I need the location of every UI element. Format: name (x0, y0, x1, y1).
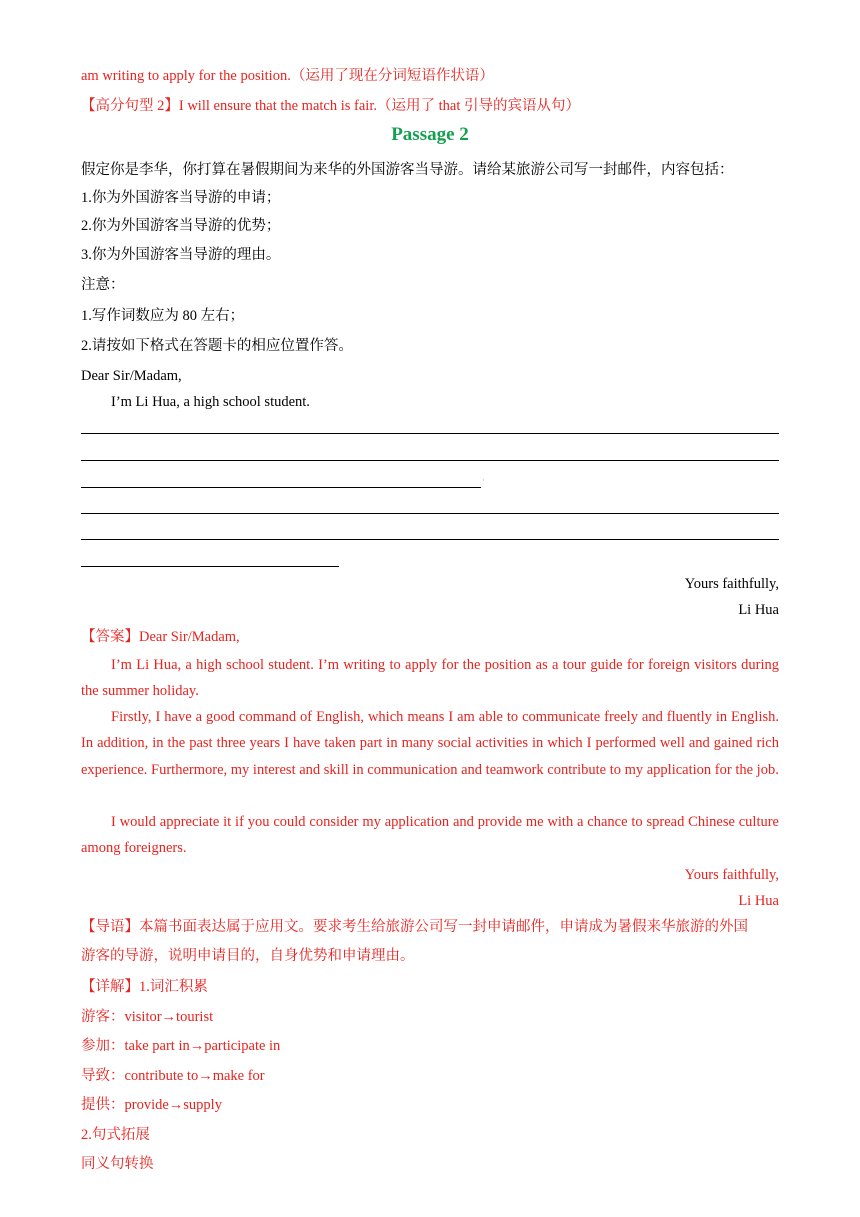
prompt-closing: Yours faithfully, (684, 576, 779, 592)
note-label: 注意： (81, 277, 125, 293)
answer-blank-line (81, 433, 779, 434)
answer-closing: Yours faithfully, (684, 867, 779, 883)
prompt-item: 3.你为外国游客当导游的理由。 (81, 247, 281, 263)
answer-signature: Li Hua (738, 893, 779, 909)
note-item: 2.请按如下格式在答题卡的相应位置作答。 (81, 338, 353, 354)
answer-blank-line (81, 539, 779, 540)
prompt-salutation: Dear Sir/Madam, (81, 368, 182, 384)
vocab-item: 导致：contribute to→make for (81, 1068, 265, 1084)
passage-title: Passage 2 (391, 124, 469, 145)
answer-paragraph-1: I’m Li Hua, a high school student. I’m writing to apply for the position as a tour guide for foreign visitors during the summer holiday. (81, 657, 779, 700)
note-item: 1.写作词数应为 80 左右； (81, 308, 245, 324)
answer-label-salutation: 【答案】Dear Sir/Madam, (81, 629, 240, 645)
stray-dot: · (482, 476, 485, 485)
answer-paragraph-2: Firstly, I have a good command of English, which means I am able to communicate freely and fluently in English. In addition, in the past three years I have taken part in many social activities in which I performed well and gained rich experience. Furthermore, my interest and skill in communication and teamwork contribute to my application for the job. (81, 709, 779, 778)
answer-blank-line (81, 460, 779, 461)
detail-heading: 【详解】1.词汇积累 (81, 979, 208, 995)
top-line-2: 【高分句型 2】I will ensure that the match is fair.（运用了 that 引导的宾语从句） (81, 98, 580, 114)
detail-section-2: 2.句式拓展 (81, 1127, 150, 1143)
prompt-item: 2.你为外国游客当导游的优势； (81, 218, 281, 234)
vocab-item: 提供：provide→supply (81, 1097, 222, 1113)
vocab-item: 游客：visitor→tourist (81, 1009, 214, 1025)
prompt-item: 1.你为外国游客当导游的申请； (81, 190, 281, 206)
vocab-item: 参加：take part in→participate in (81, 1038, 281, 1054)
prompt-signature: Li Hua (738, 602, 779, 618)
answer-paragraph-3: I would appreciate it if you could consider my application and provide me with a chance to spread Chinese culture among foreigners. (81, 814, 779, 857)
answer-blank-line (81, 513, 779, 514)
prompt-intro: 假定你是李华，你打算在暑假期间为来华的外国游客当导游。请给某旅游公司写一封邮件，内容包括： (81, 162, 734, 178)
prompt-opening: I’m Li Hua, a high school student. (111, 394, 310, 410)
guide-line-2: 游客的导游，说明申请目的，自身优势和申请理由。 (81, 948, 415, 964)
detail-section-2-sub: 同义句转换 (81, 1156, 154, 1172)
guide-line-1: 【导语】本篇书面表达属于应用文。要求考生给旅游公司写一封申请邮件，申请成为暑假来华旅游的外国 (81, 919, 748, 935)
top-line-1: am writing to apply for the position.（运用了现在分词短语作状语） (81, 68, 494, 84)
answer-blank-line (81, 566, 339, 567)
answer-blank-line (81, 487, 481, 488)
